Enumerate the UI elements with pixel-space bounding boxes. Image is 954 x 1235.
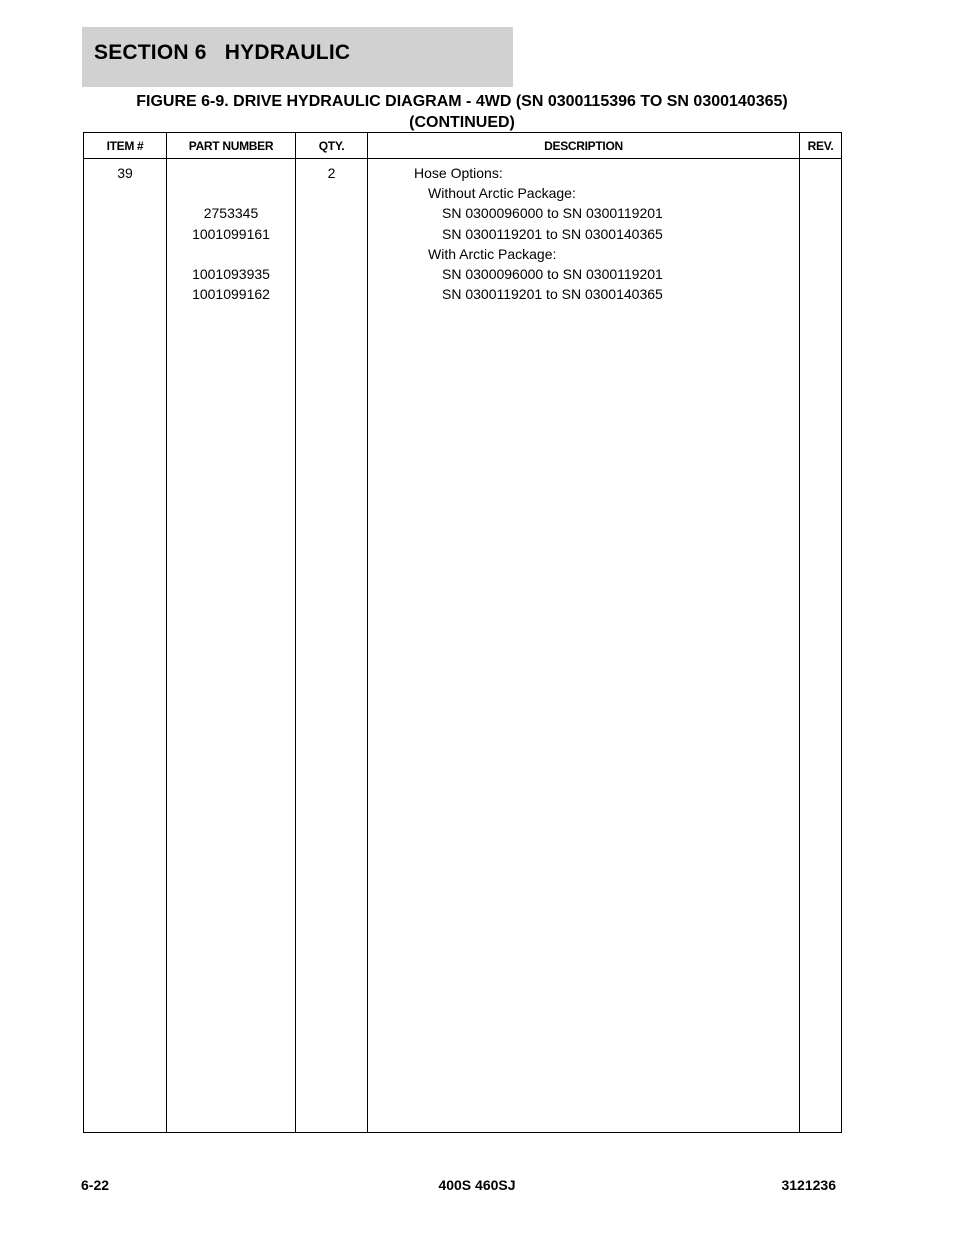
- figure-title-line-2: (CONTINUED): [409, 114, 515, 131]
- part-number-column: [167, 159, 296, 1133]
- section-banner: [82, 27, 513, 87]
- figure-title-line-1: FIGURE 6-9. DRIVE HYDRAULIC DIAGRAM - 4WD (SN 0300115396 TO SN 0300140365): [136, 93, 788, 110]
- parts-table: [83, 132, 842, 1133]
- qty-cell: [296, 224, 367, 244]
- qty-cell: [296, 284, 367, 304]
- footer-doc-number: 3121236: [781, 1177, 836, 1193]
- header-part-number: PART NUMBER: [167, 133, 296, 159]
- qty-cell: [296, 203, 367, 223]
- description-cell: Without Arctic Package:: [428, 185, 576, 202]
- part-number-cell: [167, 163, 295, 183]
- part-number-cell: 2753345: [203, 205, 259, 222]
- qty-column: [296, 159, 368, 1133]
- description-cell: With Arctic Package:: [428, 245, 557, 262]
- item-cell: [84, 203, 166, 223]
- header-qty: QTY.: [296, 133, 368, 159]
- qty-cell: 2: [327, 165, 336, 181]
- qty-cell: [296, 183, 367, 203]
- item-column: [84, 159, 167, 1133]
- qty-cell: [296, 264, 367, 284]
- table-body-row: [84, 159, 842, 1133]
- item-cell: [84, 224, 166, 244]
- item-cell: [84, 183, 166, 203]
- description-column: [368, 159, 800, 1133]
- rev-column: [800, 159, 842, 1133]
- part-number-cell: 1001093935: [192, 265, 270, 282]
- description-cell: SN 0300096000 to SN 0300119201: [442, 205, 663, 222]
- qty-cell: [296, 244, 367, 264]
- header-rev: REV.: [800, 133, 842, 159]
- part-number-cell: [167, 244, 295, 264]
- description-cell: Hose Options:: [414, 165, 503, 181]
- part-number-cell: 1001099162: [192, 286, 270, 303]
- header-item: ITEM #: [84, 133, 167, 159]
- section-title: SECTION 6 HYDRAULIC: [94, 41, 351, 64]
- footer-model: 400S 460SJ: [438, 1177, 516, 1193]
- header-description: DESCRIPTION: [368, 133, 800, 159]
- item-cell: [84, 284, 166, 304]
- description-cell: SN 0300119201 to SN 0300140365: [442, 286, 663, 303]
- item-cell: [84, 244, 166, 264]
- item-cell: 39: [117, 165, 133, 181]
- figure-title: [83, 91, 841, 133]
- part-number-cell: [167, 183, 295, 203]
- description-cell: SN 0300096000 to SN 0300119201: [442, 265, 663, 282]
- table-header-row: [84, 133, 842, 159]
- item-cell: [84, 264, 166, 284]
- description-cell: SN 0300119201 to SN 0300140365: [442, 225, 663, 242]
- footer-page-number: 6-22: [81, 1177, 110, 1193]
- part-number-cell: 1001099161: [192, 225, 270, 242]
